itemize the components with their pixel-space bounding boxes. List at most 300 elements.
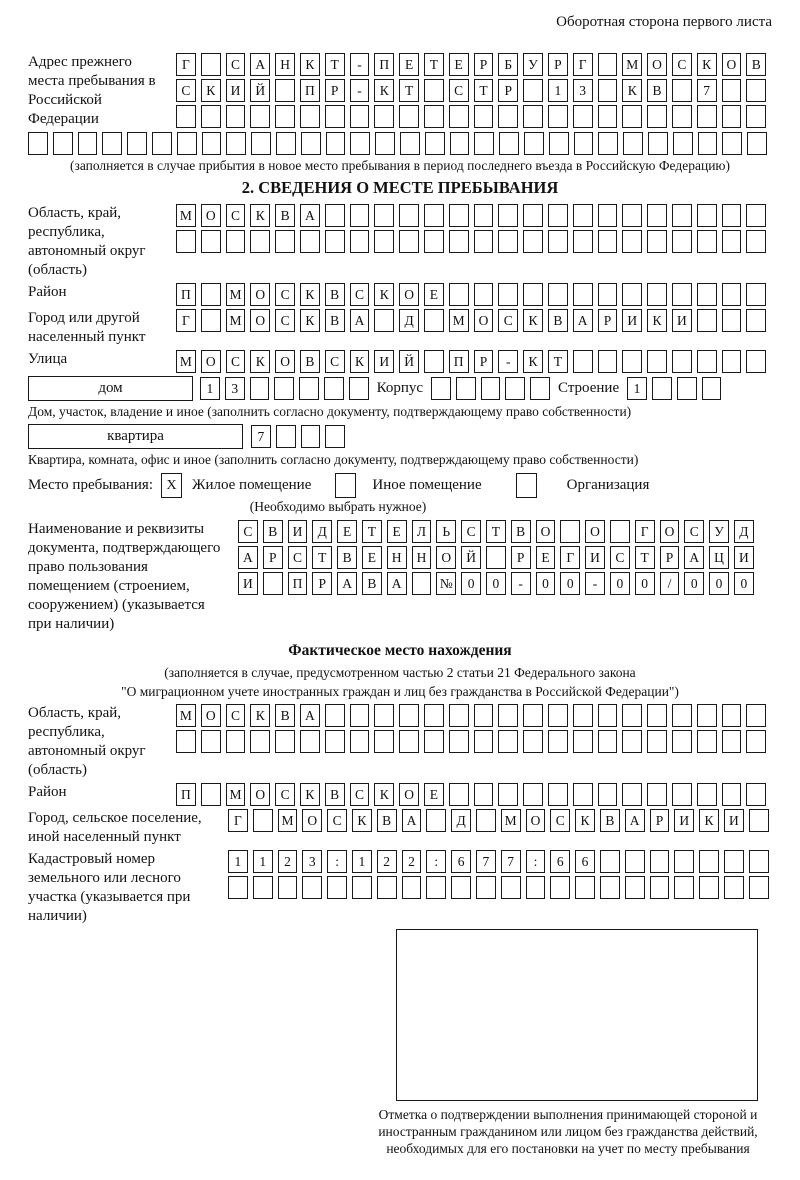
char-box[interactable]: К — [374, 783, 394, 806]
char-box[interactable] — [299, 377, 319, 400]
char-box[interactable]: Р — [263, 546, 283, 569]
char-box[interactable]: Д — [399, 309, 419, 332]
char-box[interactable] — [424, 204, 444, 227]
char-box[interactable] — [325, 425, 345, 448]
char-box[interactable] — [374, 105, 394, 128]
char-box[interactable] — [672, 283, 692, 306]
char-box[interactable] — [699, 876, 719, 899]
char-box[interactable]: С — [449, 79, 469, 102]
char-box[interactable] — [674, 876, 694, 899]
char-box[interactable]: С — [176, 79, 196, 102]
char-box[interactable]: О — [722, 53, 742, 76]
char-box[interactable] — [302, 876, 322, 899]
char-box[interactable] — [474, 704, 494, 727]
char-box[interactable]: О — [660, 520, 680, 543]
char-box[interactable] — [102, 132, 122, 155]
char-box[interactable]: О — [647, 53, 667, 76]
char-box[interactable]: Н — [275, 53, 295, 76]
char-box[interactable]: 2 — [377, 850, 397, 873]
char-box[interactable] — [375, 132, 395, 155]
char-box[interactable] — [746, 704, 766, 727]
char-box[interactable] — [674, 850, 694, 873]
char-box[interactable]: № — [436, 572, 456, 595]
char-box[interactable]: 0 — [610, 572, 630, 595]
char-box[interactable] — [749, 850, 769, 873]
char-box[interactable] — [350, 204, 370, 227]
char-box[interactable] — [431, 377, 451, 400]
char-box[interactable] — [523, 783, 543, 806]
char-box[interactable]: С — [275, 309, 295, 332]
char-box[interactable] — [647, 283, 667, 306]
char-box[interactable] — [600, 876, 620, 899]
char-box[interactable]: К — [523, 309, 543, 332]
char-box[interactable] — [672, 204, 692, 227]
char-box[interactable] — [486, 546, 506, 569]
char-box[interactable] — [201, 730, 221, 753]
char-box[interactable]: Й — [461, 546, 481, 569]
char-box[interactable]: 7 — [251, 425, 271, 448]
checkbox-residential[interactable]: X — [161, 473, 182, 498]
char-box[interactable]: Г — [176, 309, 196, 332]
char-box[interactable] — [722, 730, 742, 753]
char-box[interactable]: 0 — [461, 572, 481, 595]
char-box[interactable]: В — [337, 546, 357, 569]
char-box[interactable]: С — [498, 309, 518, 332]
char-box[interactable] — [498, 704, 518, 727]
char-box[interactable] — [201, 783, 221, 806]
char-box[interactable] — [598, 79, 618, 102]
char-box[interactable] — [622, 704, 642, 727]
char-box[interactable]: 0 — [734, 572, 754, 595]
char-box[interactable] — [449, 230, 469, 253]
char-box[interactable] — [697, 730, 717, 753]
char-box[interactable] — [476, 876, 496, 899]
char-box[interactable]: 0 — [560, 572, 580, 595]
char-box[interactable]: В — [275, 704, 295, 727]
char-box[interactable]: 1 — [253, 850, 273, 873]
char-box[interactable]: 7 — [501, 850, 521, 873]
char-box[interactable]: Е — [399, 53, 419, 76]
char-box[interactable]: Р — [474, 350, 494, 373]
char-box[interactable] — [276, 132, 296, 155]
char-box[interactable]: Р — [312, 572, 332, 595]
char-box[interactable]: 1 — [627, 377, 647, 400]
char-box[interactable] — [573, 350, 593, 373]
char-box[interactable] — [672, 730, 692, 753]
char-box[interactable] — [474, 230, 494, 253]
char-box[interactable] — [374, 730, 394, 753]
char-box[interactable]: Т — [325, 53, 345, 76]
char-box[interactable] — [250, 230, 270, 253]
char-box[interactable] — [300, 105, 320, 128]
char-box[interactable] — [697, 230, 717, 253]
char-box[interactable]: Т — [362, 520, 382, 543]
char-box[interactable]: С — [288, 546, 308, 569]
char-box[interactable]: И — [622, 309, 642, 332]
char-box[interactable]: Р — [498, 79, 518, 102]
char-box[interactable]: М — [176, 204, 196, 227]
char-box[interactable] — [352, 876, 372, 899]
char-box[interactable] — [747, 132, 767, 155]
char-box[interactable]: Г — [228, 809, 248, 832]
char-box[interactable]: К — [699, 809, 719, 832]
char-box[interactable] — [722, 132, 742, 155]
char-box[interactable] — [399, 204, 419, 227]
char-box[interactable] — [253, 876, 273, 899]
char-box[interactable]: О — [436, 546, 456, 569]
char-box[interactable] — [499, 132, 519, 155]
char-box[interactable] — [573, 204, 593, 227]
char-box[interactable]: М — [226, 309, 246, 332]
char-box[interactable] — [498, 105, 518, 128]
char-box[interactable] — [697, 783, 717, 806]
char-box[interactable]: К — [300, 309, 320, 332]
char-box[interactable] — [201, 105, 221, 128]
char-box[interactable]: С — [550, 809, 570, 832]
char-box[interactable] — [622, 730, 642, 753]
char-box[interactable] — [226, 230, 246, 253]
char-box[interactable]: П — [449, 350, 469, 373]
char-box[interactable] — [672, 783, 692, 806]
char-box[interactable] — [226, 132, 246, 155]
char-box[interactable] — [598, 132, 618, 155]
char-box[interactable] — [625, 850, 645, 873]
char-box[interactable]: В — [600, 809, 620, 832]
char-box[interactable]: С — [350, 783, 370, 806]
char-box[interactable]: 2 — [278, 850, 298, 873]
char-box[interactable]: П — [300, 79, 320, 102]
char-box[interactable] — [549, 132, 569, 155]
char-box[interactable]: Д — [312, 520, 332, 543]
char-box[interactable]: П — [176, 783, 196, 806]
char-box[interactable] — [201, 230, 221, 253]
char-box[interactable] — [498, 230, 518, 253]
char-box[interactable] — [622, 350, 642, 373]
char-box[interactable]: О — [526, 809, 546, 832]
char-box[interactable]: М — [226, 783, 246, 806]
char-box[interactable] — [424, 230, 444, 253]
char-box[interactable] — [327, 876, 347, 899]
char-box[interactable]: : — [327, 850, 347, 873]
char-box[interactable] — [424, 350, 444, 373]
char-box[interactable] — [598, 53, 618, 76]
char-box[interactable]: О — [201, 704, 221, 727]
char-box[interactable] — [350, 105, 370, 128]
char-box[interactable] — [573, 704, 593, 727]
char-box[interactable]: С — [350, 283, 370, 306]
char-box[interactable] — [250, 105, 270, 128]
char-box[interactable]: И — [672, 309, 692, 332]
char-box[interactable] — [523, 204, 543, 227]
char-box[interactable] — [402, 876, 422, 899]
char-box[interactable]: Т — [424, 53, 444, 76]
char-box[interactable] — [399, 230, 419, 253]
char-box[interactable]: Т — [486, 520, 506, 543]
char-box[interactable]: У — [709, 520, 729, 543]
char-box[interactable] — [474, 783, 494, 806]
char-box[interactable] — [152, 132, 172, 155]
char-box[interactable] — [523, 230, 543, 253]
char-box[interactable] — [501, 876, 521, 899]
char-box[interactable] — [350, 230, 370, 253]
char-box[interactable]: В — [511, 520, 531, 543]
char-box[interactable] — [573, 283, 593, 306]
char-box[interactable] — [201, 53, 221, 76]
char-box[interactable]: К — [250, 704, 270, 727]
char-box[interactable]: И — [288, 520, 308, 543]
char-box[interactable]: - — [585, 572, 605, 595]
char-box[interactable]: 6 — [451, 850, 471, 873]
char-box[interactable] — [598, 105, 618, 128]
char-box[interactable]: Д — [451, 809, 471, 832]
char-box[interactable] — [127, 132, 147, 155]
char-box[interactable]: К — [300, 283, 320, 306]
char-box[interactable]: 0 — [486, 572, 506, 595]
char-box[interactable] — [275, 730, 295, 753]
char-box[interactable] — [625, 876, 645, 899]
char-box[interactable] — [647, 105, 667, 128]
char-box[interactable] — [426, 876, 446, 899]
char-box[interactable]: А — [387, 572, 407, 595]
char-box[interactable]: П — [288, 572, 308, 595]
char-box[interactable]: К — [647, 309, 667, 332]
char-box[interactable] — [647, 783, 667, 806]
char-box[interactable] — [377, 876, 397, 899]
char-box[interactable] — [574, 132, 594, 155]
char-box[interactable]: Р — [474, 53, 494, 76]
char-box[interactable]: Е — [424, 783, 444, 806]
char-box[interactable]: 0 — [536, 572, 556, 595]
char-box[interactable] — [575, 876, 595, 899]
char-box[interactable]: С — [275, 783, 295, 806]
char-box[interactable]: Д — [734, 520, 754, 543]
char-box[interactable]: С — [275, 283, 295, 306]
char-box[interactable] — [301, 132, 321, 155]
char-box[interactable] — [177, 132, 197, 155]
char-box[interactable] — [610, 520, 630, 543]
char-box[interactable] — [722, 704, 742, 727]
char-box[interactable] — [672, 105, 692, 128]
char-box[interactable]: С — [610, 546, 630, 569]
char-box[interactable] — [253, 809, 273, 832]
char-box[interactable] — [697, 704, 717, 727]
char-box[interactable] — [722, 783, 742, 806]
char-box[interactable]: Н — [387, 546, 407, 569]
char-box[interactable] — [449, 783, 469, 806]
char-box[interactable]: Й — [250, 79, 270, 102]
char-box[interactable] — [722, 230, 742, 253]
char-box[interactable] — [324, 377, 344, 400]
char-box[interactable]: К — [374, 79, 394, 102]
char-box[interactable]: Н — [412, 546, 432, 569]
char-box[interactable]: / — [660, 572, 680, 595]
char-box[interactable] — [451, 876, 471, 899]
char-box[interactable] — [650, 876, 670, 899]
char-box[interactable]: К — [622, 79, 642, 102]
char-box[interactable] — [399, 704, 419, 727]
char-box[interactable] — [697, 283, 717, 306]
char-box[interactable] — [647, 704, 667, 727]
char-box[interactable] — [498, 783, 518, 806]
char-box[interactable]: - — [511, 572, 531, 595]
char-box[interactable]: О — [399, 783, 419, 806]
char-box[interactable] — [573, 730, 593, 753]
char-box[interactable] — [276, 425, 296, 448]
char-box[interactable]: П — [176, 283, 196, 306]
char-box[interactable] — [78, 132, 98, 155]
char-box[interactable] — [424, 704, 444, 727]
char-box[interactable]: В — [746, 53, 766, 76]
char-box[interactable] — [550, 876, 570, 899]
char-box[interactable]: А — [573, 309, 593, 332]
char-box[interactable] — [476, 809, 496, 832]
char-box[interactable]: : — [526, 850, 546, 873]
char-box[interactable] — [722, 309, 742, 332]
char-box[interactable] — [449, 730, 469, 753]
char-box[interactable] — [548, 204, 568, 227]
char-box[interactable] — [523, 704, 543, 727]
char-box[interactable] — [746, 105, 766, 128]
char-box[interactable] — [325, 230, 345, 253]
char-box[interactable] — [374, 230, 394, 253]
char-box[interactable] — [412, 572, 432, 595]
char-box[interactable]: Р — [598, 309, 618, 332]
char-box[interactable]: 0 — [635, 572, 655, 595]
char-box[interactable]: О — [201, 204, 221, 227]
char-box[interactable] — [263, 572, 283, 595]
char-box[interactable] — [425, 132, 445, 155]
char-box[interactable]: С — [226, 204, 246, 227]
char-box[interactable]: К — [350, 350, 370, 373]
char-box[interactable]: М — [176, 704, 196, 727]
char-box[interactable] — [300, 230, 320, 253]
char-box[interactable]: С — [461, 520, 481, 543]
char-box[interactable] — [746, 730, 766, 753]
char-box[interactable] — [498, 283, 518, 306]
char-box[interactable] — [647, 350, 667, 373]
char-box[interactable]: О — [250, 783, 270, 806]
char-box[interactable] — [598, 350, 618, 373]
char-box[interactable]: К — [300, 53, 320, 76]
char-box[interactable] — [228, 876, 248, 899]
char-box[interactable]: С — [226, 350, 246, 373]
char-box[interactable]: 3 — [225, 377, 245, 400]
char-box[interactable]: А — [684, 546, 704, 569]
char-box[interactable] — [598, 283, 618, 306]
char-box[interactable]: 0 — [684, 572, 704, 595]
char-box[interactable]: А — [402, 809, 422, 832]
char-box[interactable]: К — [201, 79, 221, 102]
char-box[interactable] — [697, 105, 717, 128]
char-box[interactable] — [374, 309, 394, 332]
char-box[interactable]: Л — [412, 520, 432, 543]
char-box[interactable] — [724, 876, 744, 899]
char-box[interactable]: В — [325, 283, 345, 306]
char-box[interactable]: К — [374, 283, 394, 306]
char-box[interactable] — [426, 809, 446, 832]
char-box[interactable] — [278, 876, 298, 899]
char-box[interactable] — [672, 230, 692, 253]
char-box[interactable] — [702, 377, 722, 400]
char-box[interactable]: И — [226, 79, 246, 102]
char-box[interactable]: Е — [449, 53, 469, 76]
char-box[interactable]: Т — [312, 546, 332, 569]
char-box[interactable]: Р — [650, 809, 670, 832]
char-box[interactable]: О — [250, 309, 270, 332]
char-box[interactable]: Й — [399, 350, 419, 373]
char-box[interactable] — [524, 132, 544, 155]
char-box[interactable] — [424, 105, 444, 128]
char-box[interactable] — [677, 377, 697, 400]
char-box[interactable] — [250, 730, 270, 753]
char-box[interactable]: С — [325, 350, 345, 373]
char-box[interactable]: И — [374, 350, 394, 373]
char-box[interactable]: О — [536, 520, 556, 543]
char-box[interactable]: Г — [573, 53, 593, 76]
char-box[interactable]: 6 — [575, 850, 595, 873]
char-box[interactable]: Б — [498, 53, 518, 76]
char-box[interactable] — [697, 204, 717, 227]
char-box[interactable] — [622, 283, 642, 306]
char-box[interactable]: Е — [337, 520, 357, 543]
char-box[interactable]: С — [327, 809, 347, 832]
char-box[interactable] — [523, 105, 543, 128]
char-box[interactable] — [647, 230, 667, 253]
char-box[interactable] — [350, 730, 370, 753]
char-box[interactable] — [548, 230, 568, 253]
char-box[interactable]: В — [325, 783, 345, 806]
char-box[interactable] — [28, 132, 48, 155]
char-box[interactable]: И — [674, 809, 694, 832]
char-box[interactable]: К — [250, 204, 270, 227]
char-box[interactable] — [598, 730, 618, 753]
char-box[interactable] — [672, 350, 692, 373]
char-box[interactable] — [449, 204, 469, 227]
char-box[interactable] — [523, 283, 543, 306]
char-box[interactable]: Е — [424, 283, 444, 306]
char-box[interactable]: К — [697, 53, 717, 76]
char-box[interactable] — [176, 230, 196, 253]
char-box[interactable] — [673, 132, 693, 155]
char-box[interactable] — [424, 309, 444, 332]
char-box[interactable] — [722, 204, 742, 227]
checkbox-other-premises[interactable] — [335, 473, 356, 498]
char-box[interactable] — [548, 730, 568, 753]
char-box[interactable]: В — [263, 520, 283, 543]
char-box[interactable]: Р — [548, 53, 568, 76]
char-box[interactable] — [724, 850, 744, 873]
char-box[interactable]: К — [352, 809, 372, 832]
char-box[interactable] — [449, 283, 469, 306]
char-box[interactable]: К — [523, 350, 543, 373]
char-box[interactable]: И — [724, 809, 744, 832]
char-box[interactable] — [722, 79, 742, 102]
char-box[interactable]: Е — [362, 546, 382, 569]
char-box[interactable]: Т — [635, 546, 655, 569]
char-box[interactable]: 7 — [697, 79, 717, 102]
char-box[interactable]: 1 — [200, 377, 220, 400]
char-box[interactable]: Г — [176, 53, 196, 76]
char-box[interactable]: М — [278, 809, 298, 832]
char-box[interactable] — [548, 783, 568, 806]
char-box[interactable]: С — [238, 520, 258, 543]
char-box[interactable]: 3 — [573, 79, 593, 102]
char-box[interactable]: В — [300, 350, 320, 373]
char-box[interactable] — [374, 204, 394, 227]
char-box[interactable] — [424, 79, 444, 102]
char-box[interactable] — [746, 283, 766, 306]
char-box[interactable] — [722, 283, 742, 306]
